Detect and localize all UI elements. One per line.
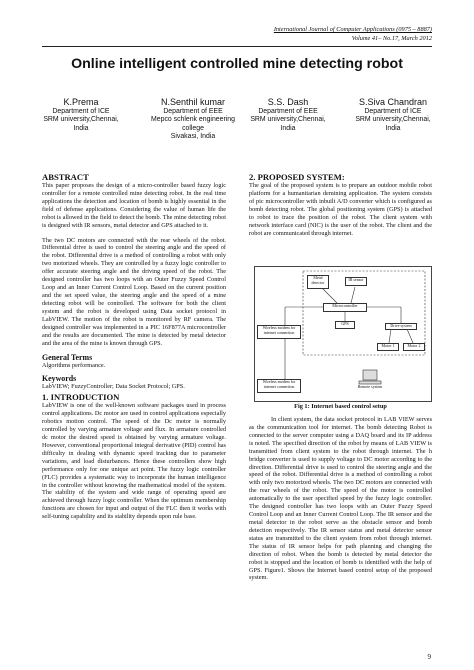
- author-block: [346, 97, 440, 133]
- author-affiliation: Mepco schlenk engineering: [151, 116, 235, 124]
- motor1-block: Motor 1: [377, 343, 399, 351]
- proposed-system-paragraph: The goal of the proposed system is to prepare an outdoor mobile robot platform for a humanitarian demining application. The system consists of pic microcontroller with inbuilt A/D converter which is configured as bomb detecting robot. The global positioning system (GPS) is attached to robot to trace the position of the robot. The client system with network interface card (NIC) is the user of the robot. The client and the robot are communicated through internet.: [249, 182, 432, 237]
- abstract-paragraph: This paper proposes the design of a micro-controller based fuzzy logic controller for a remote controlled mine detecting robot. In the real time applications the detection and location of bomb is highly essential in the field of defense applications. Considering the value of human life the robot is allowed in the field to detect the bomb. The mine detecting robot is designed with IR sensors, metal detector and GPS attached to it.: [42, 182, 226, 229]
- left-column: [42, 172, 226, 521]
- general-terms-heading: General Terms: [42, 353, 93, 363]
- block-diagram: [254, 266, 432, 402]
- author-block: [243, 97, 333, 133]
- author-name: N.Senthil kumar: [160, 97, 226, 107]
- keywords-text: LabVIEW; FuzzyController; Data Socket Protocol; GPS.: [42, 383, 185, 391]
- introduction-paragraph: LabVIEW is one of the well-known software packages used in process control applications. Dc motor are used in control applications especially robotics motion control. The speed of the Dc motor is normally controlled by varying armature voltage and flux. In armature controlled dc motor the desired speed is obtained by varying armature voltage. However, conventional proportional integral derivative (PID) control has difficulty in dealing with dynamic speed tracking due to parameter variations, and load disturbances. Hence these controllers show high performance only for one unique act point. The fuzzy logic controller (FLC) provides a systematic way to incorporate the human intelligence in the controller without knowing the mathematical model of the system. The stability of the system and wide range of operating speed are achieved through fuzzy logic controller. When the optimum membership functions are chosen for input and output of the FLC then it works with self-tuning capability and its stability depends upon rule base.: [42, 402, 226, 521]
- general-terms-text: Algorithms performance.: [42, 362, 106, 370]
- remote-system-label: Remote system: [355, 371, 385, 395]
- author-affiliation: college: [182, 124, 204, 132]
- gps-block: GPS: [335, 321, 355, 329]
- proposed-system-heading: 2. PROPOSED SYSTEM:: [249, 172, 345, 182]
- author-affiliation: Department of ICE: [364, 107, 422, 115]
- author-affiliation: Department of EEE: [163, 107, 223, 115]
- motor2-block: Motor 2: [403, 343, 425, 351]
- author-name: S.Siva Chandran: [358, 97, 428, 107]
- keywords-heading: Keywords: [42, 374, 77, 384]
- author-affiliation: SRM university,Chennai,: [43, 116, 119, 124]
- drive-system-block: Drive system: [385, 323, 417, 330]
- journal-header: International Journal of Computer Applications (0975 – 8887): [273, 26, 432, 33]
- author-name: K.Prema: [63, 97, 99, 107]
- ir-sensor-block: IR sensor: [345, 277, 367, 286]
- wireless-modem-client-block: Wireless modem for internet connection: [257, 379, 301, 393]
- author-block: [148, 97, 238, 142]
- author-affiliation: India: [73, 124, 89, 132]
- author-name: S.S. Dash: [267, 97, 309, 107]
- abstract-paragraph: The two DC motors are connected with the rear wheels of the robot. Differential drive is used to control the steering angle and the speed of the robot. Differential drive is a method of controlling a robot with only two motorized wheels. They are controlled by a fuzzy logic controller to offer accurate steering angle and the driving speed of the robot. The designed controller has two loops with an Outer Fuzzy Speed Control Loop and an Inner Current Control Loop. Based on the current position and the set speed value, the steering angle and the speed of a mine detecting robot will be controlled. The software for both the client system and the robot is developed using Data socket protocol in LabVIEW. The motion of the robot is monitored by RF camera. The designed controller was implemented in a PIC 16F877A microcontroller and the results are documented. The mine is detected by metal detector and the area of the mine is known through GPS.: [42, 236, 226, 347]
- introduction-heading: 1. INTRODUCTION: [42, 392, 120, 403]
- metal-detector-block: Metal detector: [307, 275, 329, 289]
- volume-header: Volume 41– No.17, March 2012: [351, 35, 432, 42]
- proposed-system-paragraph-2: In client system, the data socket protocol in LAB VIEW serves as the communication tool for internet. The bomb detecting Robot is connected to the server computer using a DAQ board and its IP address is noted. The specified direction of the robot by means of LAB VIEW is transmitted from client system to the robot through internet. The h bridge converter is used to supply voltage to DC motor according to the direction. Differential drive is used to control the steering angle and the speed of the robot. Differential drive is a method of controlling a robot with only two motorized wheels. The two DC motors are connected with the rear wheels of the robot. The speed of the motor is controlled automatically to the user specified speed by the fuzzy logic controller. The designed controller has two loops with an Outer Fuzzy Speed Control Loop and an Inner Current Control Loop. The IR sensor and the metal detector in the robot serve as the obstacle sensor and bomb detection respectively. The IR sensor status and metal detector sensor status are transmitted to the client system from robot through internet. The status of IR sensor helps for path planning and changing the direction of robot. When the bomb is detected by metal detector the robot is stopped and the location of bomb is identified with the help of GPS. Figure1. Shows the Internet based control setup of the proposed system.: [249, 416, 432, 582]
- author-affiliation: India: [385, 124, 401, 132]
- right-column: [249, 172, 432, 237]
- wireless-modem-robot-block: Wireless modem for internet connection: [257, 325, 301, 339]
- author-affiliation: Department of EEE: [258, 107, 318, 115]
- paper-title: Online intelligent controlled mine detecting robot: [71, 56, 403, 72]
- author-affiliation: SRM university,Chennai,: [250, 116, 326, 124]
- author-affiliation: India: [280, 124, 296, 132]
- abstract-heading: ABSTRACT: [42, 172, 89, 182]
- author-affiliation: Sivakasi, India: [170, 133, 216, 141]
- figure-caption: Fig 1: Internet based control setup: [294, 403, 387, 410]
- author-affiliation: SRM university,Chennai,: [355, 116, 431, 124]
- author-affiliation: Department of ICE: [52, 107, 110, 115]
- page-number: 9: [427, 653, 431, 661]
- author-block: [36, 97, 126, 133]
- header-rule: [42, 46, 432, 47]
- microcontroller-block: Microcontroller: [323, 303, 367, 312]
